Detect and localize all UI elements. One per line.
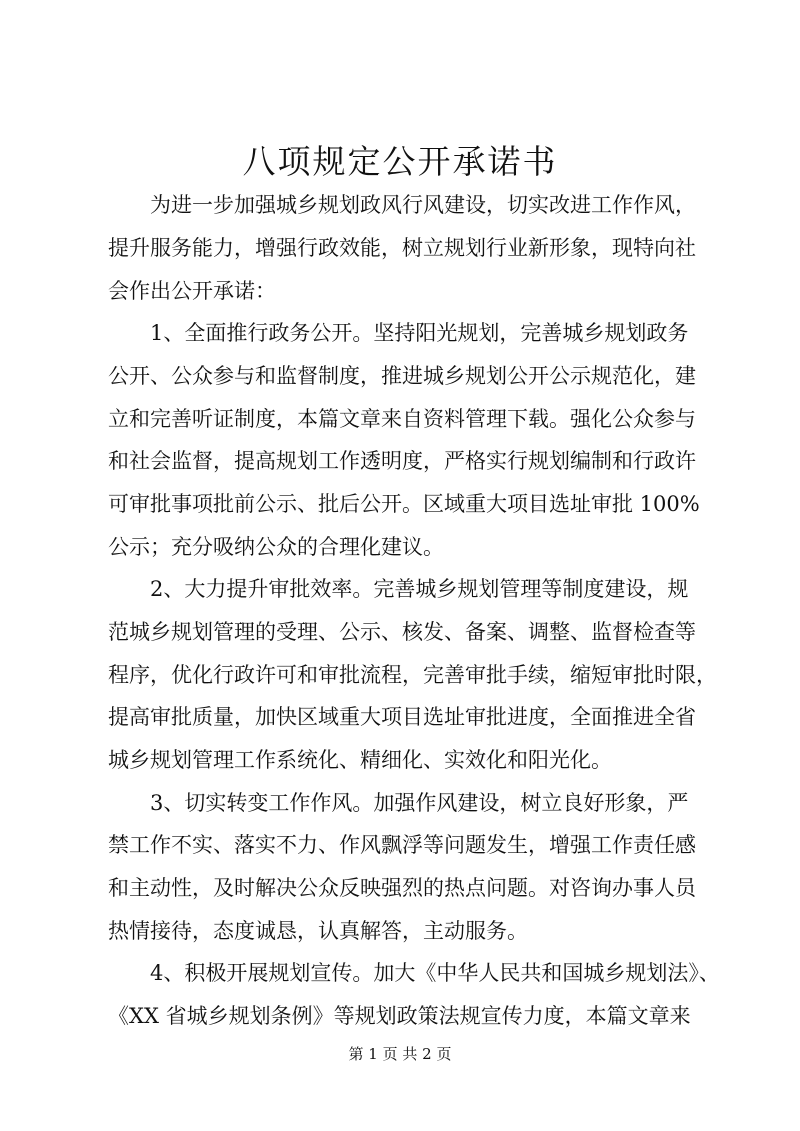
- body-line-11: 范城乡规划管理的受理、公示、核发、备案、调整、监督检查等: [108, 620, 696, 644]
- body-line-14: 城乡规划管理工作系统化、精细化、实效化和阳光化。: [108, 748, 612, 772]
- body-line-7: 和社会监督，提高规划工作透明度，严格实行规划编制和行政许: [108, 449, 696, 473]
- body-line-3: 会作出公开承诺：: [108, 279, 276, 303]
- body-line-9: 公示；充分吸纳公众的合理化建议。: [108, 535, 444, 559]
- body-line-1: 为进一步加强城乡规划政风行风建设，切实改进工作作风，: [150, 193, 696, 217]
- body-line-10: 2、大力提升审批效率。完善城乡规划管理等制度建设，规: [150, 577, 689, 601]
- body-line-12: 程序，优化行政许可和审批流程，完善审批手续，缩短审批时限，: [108, 663, 717, 687]
- body-line-19: 4、积极开展规划宣传。加大《中华人民共和国城乡规划法》、: [150, 961, 720, 985]
- body-line-13: 提高审批质量，加快区域重大项目选址审批进度，全面推进全省: [108, 705, 696, 729]
- body-line-5: 公开、公众参与和监督制度，推进城乡规划公开公示规范化，建: [108, 364, 696, 388]
- body-line-6: 立和完善听证制度，本篇文章来自资料管理下载。强化公众参与: [108, 407, 696, 431]
- body-line-18: 热情接待，态度诚恳，认真解答，主动服务。: [108, 919, 528, 943]
- body-line-17: 和主动性，及时解决公众反映强烈的热点问题。对咨询办事人员: [108, 876, 696, 900]
- body-line-8: 可审批事项批前公示、批后公开。区域重大项目选址审批 100%: [108, 492, 700, 516]
- body-line-20: 《XX 省城乡规划条例》等规划政策法规宣传力度，本篇文章来: [108, 1004, 691, 1028]
- body-line-15: 3、切实转变工作作风。加强作风建设，树立良好形象，严: [150, 791, 689, 815]
- body-line-2: 提升服务能力，增强行政效能，树立规划行业新形象，现特向社: [108, 236, 696, 260]
- document-title: 八项规定公开承诺书: [242, 142, 558, 181]
- page-footer: 第 1 页 共 2 页: [348, 1045, 452, 1063]
- body-line-4: 1、全面推行政务公开。坚持阳光规划，完善城乡规划政务: [150, 321, 689, 345]
- body-line-16: 禁工作不实、落实不力、作风飘浮等问题发生，增强工作责任感: [108, 833, 696, 857]
